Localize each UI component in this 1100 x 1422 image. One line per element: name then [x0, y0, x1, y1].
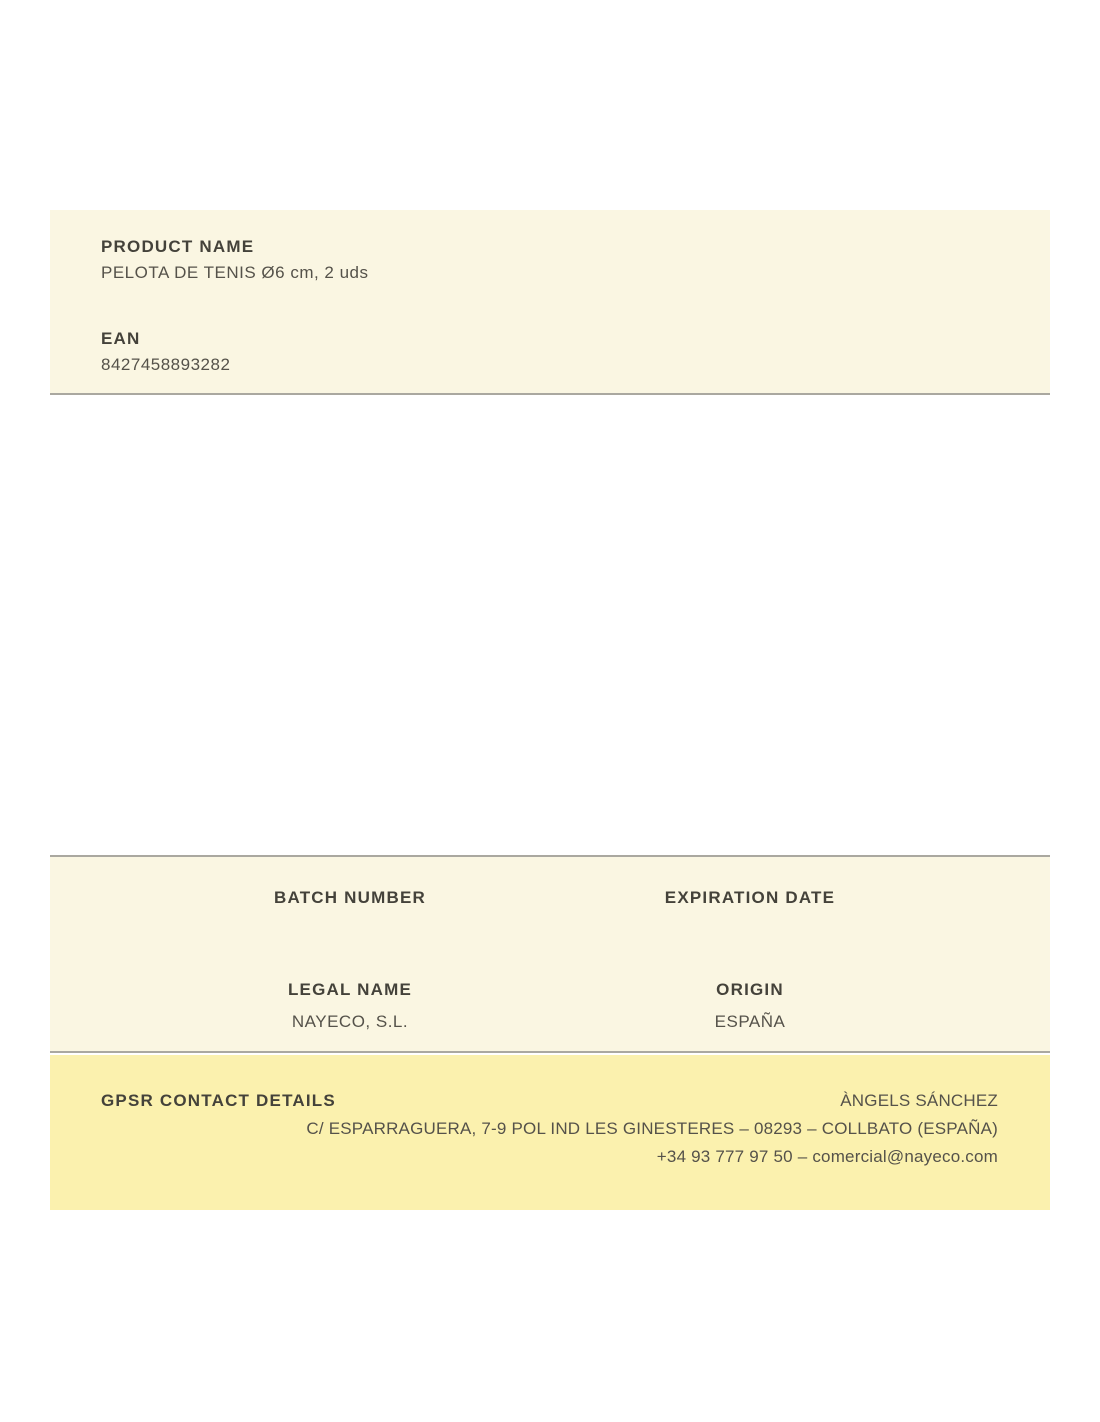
product-name-field — [101, 234, 1000, 286]
ean-label: EAN — [101, 329, 141, 348]
legal-origin-row — [150, 977, 950, 1035]
legal-name-value: NAYECO, S.L. — [291, 1012, 409, 1031]
product-info-section — [50, 210, 1050, 395]
gpsr-contact-email: comercial@nayeco.com — [812, 1147, 998, 1166]
batch-number-label: BATCH NUMBER — [274, 888, 426, 907]
gpsr-contact-phone: +34 93 777 97 50 — [656, 1147, 793, 1166]
origin-value: ESPAÑA — [714, 1012, 786, 1031]
legal-name-cell — [150, 977, 550, 1035]
expiration-date-value — [550, 917, 950, 943]
expiration-date-cell — [550, 885, 950, 943]
ean-value: 8427458893282 — [101, 355, 231, 374]
details-section — [50, 855, 1050, 1053]
legal-name-label: LEGAL NAME — [287, 980, 413, 999]
batch-expiration-row — [150, 885, 950, 943]
gpsr-contact-section — [50, 1055, 1050, 1210]
gpsr-phone-email-line — [101, 1143, 998, 1171]
ean-field — [101, 326, 1000, 378]
gpsr-contact-label: GPSR CONTACT DETAILS — [101, 1091, 336, 1110]
gpsr-contact-name: ÀNGELS SÁNCHEZ — [840, 1091, 998, 1110]
gpsr-contact-address: C/ ESPARRAGUERA, 7-9 POL IND LES GINESTERES – 08293 – COLLBATO (ESPAÑA) — [306, 1119, 998, 1138]
origin-label: ORIGIN — [716, 980, 784, 999]
expiration-date-label: EXPIRATION DATE — [664, 888, 836, 907]
product-name-value: PELOTA DE TENIS Ø6 cm, 2 uds — [101, 263, 369, 282]
batch-number-cell — [150, 885, 550, 943]
gpsr-header-row — [101, 1087, 998, 1115]
product-name-label: PRODUCT NAME — [101, 237, 255, 256]
batch-number-value — [150, 917, 550, 943]
gpsr-phone-email-separator: – — [797, 1147, 808, 1166]
origin-cell — [550, 977, 950, 1035]
